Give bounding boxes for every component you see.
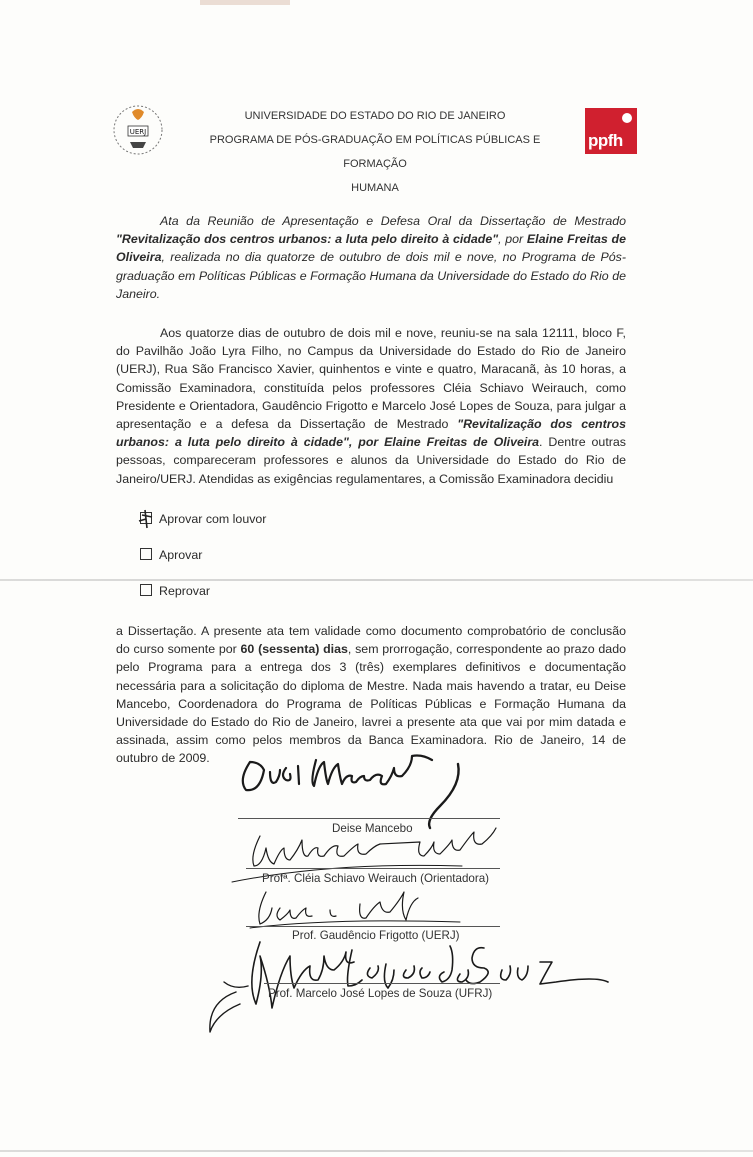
paper-fold-line: [0, 1150, 753, 1152]
signer-name: Deise Mancebo: [332, 822, 413, 835]
minutes-closing: [116, 622, 626, 768]
author-name: Elaine Freitas de Oliveira: [384, 435, 540, 450]
signer-name: Profª. Cléia Schiavo Weirauch (Orientadora): [262, 872, 490, 885]
dissertation-title: "Revitalização dos centros urbanos: a luta pelo direito à cidade": [116, 417, 626, 450]
logo-dot-icon: [622, 113, 632, 123]
signature-line: [246, 926, 500, 927]
option-reject[interactable]: [140, 584, 210, 598]
intro-text: Ata da Reunião de Apresentação e Defesa Oral da Dissertação de Mestrado: [160, 214, 626, 228]
svg-text:UERJ: UERJ: [129, 128, 147, 136]
option-approve-honors[interactable]: [140, 512, 266, 526]
uerj-seal-icon: [110, 104, 166, 156]
ppfh-logo: [585, 108, 637, 154]
option-label: Reprovar: [159, 584, 210, 598]
checkbox-unchecked[interactable]: [140, 548, 152, 560]
program-name: PROGRAMA DE PÓS-GRADUAÇÃO EM POLÍTICAS PÚBLICAS E FORMAÇÃO: [209, 134, 541, 170]
signature-marcelo-souza: [206, 928, 616, 1040]
institution-header: [180, 104, 570, 200]
signature-line: [238, 818, 500, 819]
closing-text: , sem prorrogação, correspondente ao prazo dado pelo Programa para a entrega dos 3 (três) exemplares definitivos e documentação necessária para a solicitação do diploma de Mestre. Nada mais havendo a tratar, eu Deise Mancebo, Coordenadora do Programa de Políticas Públicas e Formação Humana da Universidade do Estado do Rio de Janeiro, lavrei a presente ata que vai por mim datada e assinada, assim como pelos membros da Banca Examinadora. Rio de Janeiro, 14 de outubro de 2009.: [116, 642, 626, 766]
program-name-cont: HUMANA: [351, 182, 399, 194]
author-name: Elaine Freitas de Oliveira: [116, 232, 626, 265]
body-text: . Dentre outras pessoas, compareceram professores e alunos da Universidade do Estado do Rio de Janeiro/UERJ. Atendidas as exigências regulamentares, a Comissão Examinadora decidiu: [116, 435, 626, 486]
intro-text: , por: [498, 232, 527, 247]
signature-line: [246, 868, 500, 869]
institution-name: UNIVERSIDADE DO ESTADO DO RIO DE JANEIRO: [244, 110, 506, 122]
paper-stain: [200, 0, 290, 5]
body-text: Aos quatorze dias de outubro de dois mil e nove, reuniu-se na sala 12111, bloco F, do Pavilhão João Lyra Filho, no Campus da Universidade do Estado do Rio de Janeiro (UERJ), Rua São Francisco Xavier, quinhentos e vinte e quatro, Maracanã, às 10 horas, a Comissão Examinadora, constituída pelos professores Cléia Schiavo Weirauch, como Presidente e Orientadora, Gaudêncio Frigotto e Marcelo José Lopes de Souza, para julgar a apresentação e a defesa da Dissertação de Mestrado: [116, 326, 626, 432]
minutes-intro: [116, 212, 626, 303]
body-text: , por: [348, 435, 385, 450]
checkbox-unchecked[interactable]: [140, 584, 152, 596]
signature-line: [264, 983, 500, 984]
logo-text: ppfh: [588, 131, 623, 150]
option-label: Aprovar com louvor: [159, 512, 267, 526]
option-label: Aprovar: [159, 548, 203, 562]
signer-name: Prof. Gaudêncio Frigotto (UERJ): [292, 929, 460, 942]
dissertation-title: "Revitalização dos centros urbanos: a luta pelo direito à cidade": [116, 232, 499, 247]
checkbox-checked[interactable]: [140, 512, 152, 524]
signer-name: Prof. Marcelo José Lopes de Souza (UFRJ): [268, 987, 493, 1000]
intro-text: , realizada no dia quatorze de outubro de dois mil e nove, no Programa de Pós-graduação em Políticas Públicas e Formação Humana da Universidade do Estado do Rio de Janeiro.: [116, 250, 626, 301]
minutes-body: [116, 324, 626, 488]
paper-fold-line: [0, 579, 753, 581]
option-approve[interactable]: [140, 548, 202, 562]
validity-period: 60 (sessenta) dias: [240, 642, 348, 657]
closing-text: a Dissertação. A presente ata tem validade como documento comprobatório de conclusão do curso somente por: [116, 624, 626, 657]
